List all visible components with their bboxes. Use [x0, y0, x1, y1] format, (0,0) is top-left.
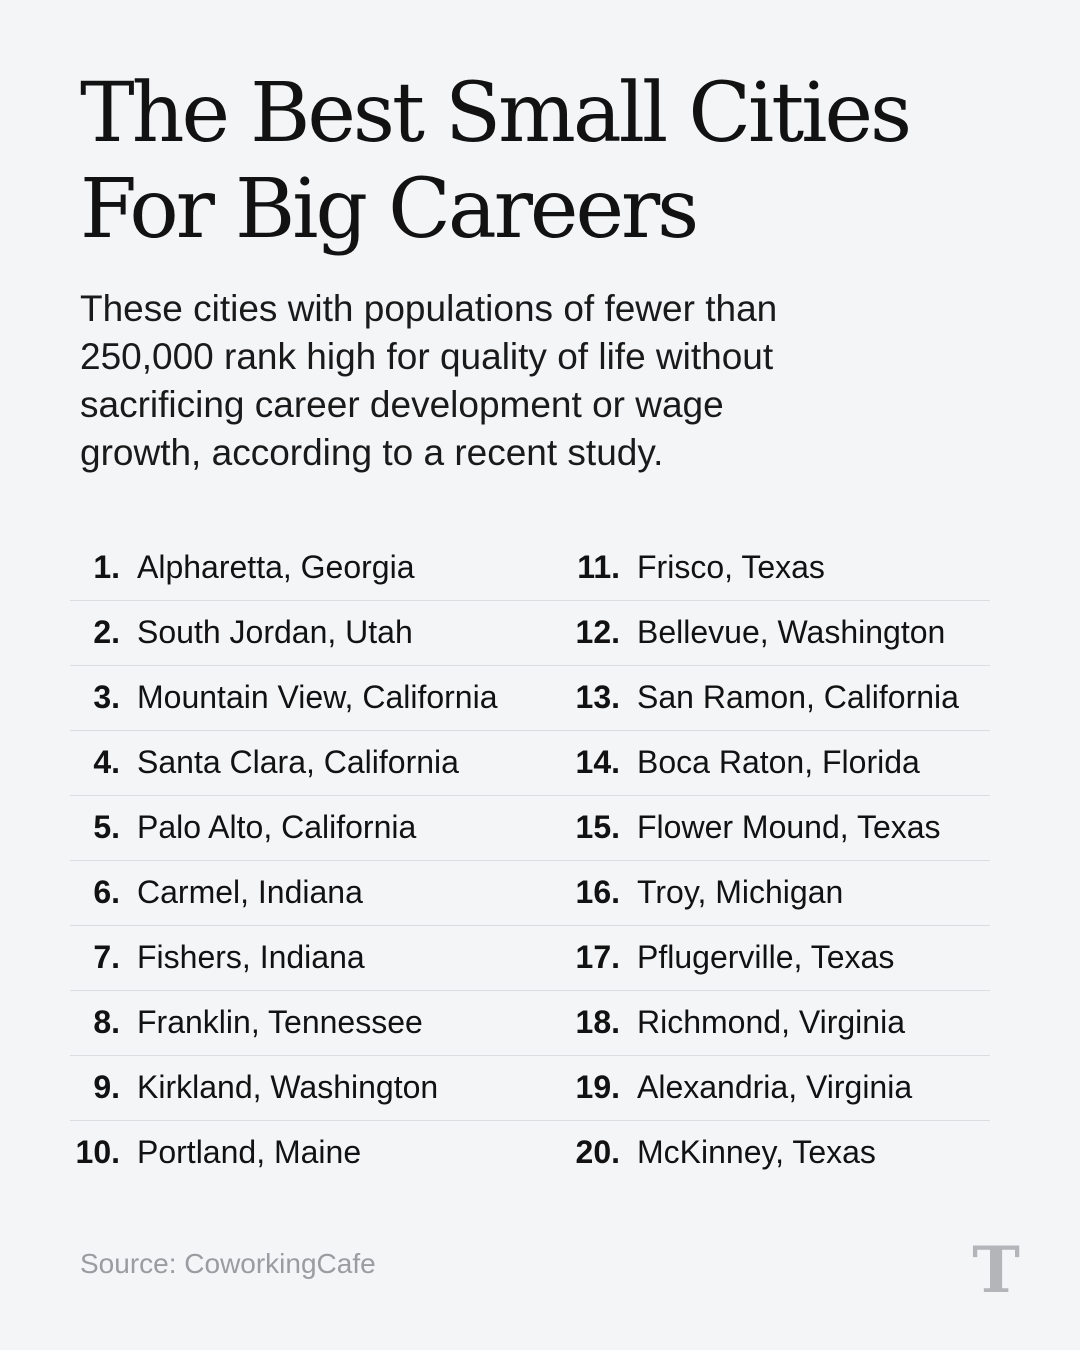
ranking-entry [70, 1121, 540, 1184]
ranking-row [70, 1121, 990, 1185]
title-line: The Best Small Cities [80, 66, 910, 161]
ranking-entry [570, 926, 990, 989]
rank-number: 13. [575, 679, 620, 715]
svg-text:T: T [972, 1236, 1020, 1300]
ranking-row [70, 926, 990, 991]
ranking-entry [70, 796, 540, 859]
ranking-entry [70, 666, 540, 729]
ranking-entry [570, 666, 990, 729]
rank-number: 8. [93, 1004, 120, 1040]
city-name: Santa Clara, California [137, 744, 459, 780]
city-name: Flower Mound, Texas [637, 809, 941, 845]
subtitle-line: These cities with populations of fewer than [80, 288, 778, 329]
rank-number: 12. [575, 614, 620, 650]
city-name: Mountain View, California [137, 679, 498, 715]
ranking-entry [570, 601, 990, 664]
city-name: Portland, Maine [137, 1134, 362, 1170]
ranking-entry [570, 536, 990, 599]
city-name: Carmel, Indiana [137, 874, 363, 910]
rank-number: 19. [575, 1069, 620, 1105]
city-name: Boca Raton, Florida [637, 744, 920, 780]
source-credit: Source: CoworkingCafe [80, 1248, 376, 1279]
ranking-row [70, 601, 990, 666]
ranking-entry [70, 601, 540, 664]
city-name: Alpharetta, Georgia [137, 549, 415, 585]
rank-number: 15. [575, 809, 620, 845]
rank-number: 1. [93, 549, 120, 585]
rank-number: 17. [575, 939, 620, 975]
city-name: San Ramon, California [637, 679, 959, 715]
nyt-t-logo-icon [968, 1236, 1024, 1300]
ranking-row [70, 536, 990, 601]
rank-number: 11. [577, 549, 620, 585]
ranking-entry [570, 731, 990, 794]
ranking-entry [70, 861, 540, 924]
subtitle-line: sacrificing career development or wage [80, 384, 724, 425]
ranking-entry [70, 1056, 540, 1119]
subtitle-line: 250,000 rank high for quality of life without [80, 336, 774, 377]
rank-number: 14. [575, 744, 620, 780]
ranking-row [70, 796, 990, 861]
ranking-entry [70, 536, 540, 599]
rank-number: 18. [575, 1004, 620, 1040]
ranking-entry [570, 1056, 990, 1119]
ranking-entry [570, 1121, 990, 1184]
ranking-row [70, 991, 990, 1056]
ranking-row [70, 731, 990, 796]
city-name: Palo Alto, California [137, 809, 417, 845]
city-name: McKinney, Texas [637, 1134, 876, 1170]
city-name: Richmond, Virginia [637, 1004, 905, 1040]
ranking-entry [70, 731, 540, 794]
rank-number: 7. [93, 939, 120, 975]
ranking-row [70, 666, 990, 731]
rank-number: 10. [75, 1134, 120, 1170]
page-title [80, 66, 1020, 258]
city-name: Frisco, Texas [637, 549, 825, 585]
rank-number: 9. [93, 1069, 120, 1105]
ranking-entry [70, 926, 540, 989]
rank-number: 2. [93, 614, 120, 650]
city-name: Kirkland, Washington [137, 1069, 439, 1105]
rank-number: 6. [93, 874, 120, 910]
city-name: South Jordan, Utah [137, 614, 413, 650]
rank-number: 3. [93, 679, 120, 715]
rankings-list [70, 536, 990, 1185]
ranking-row [70, 861, 990, 926]
ranking-entry [570, 991, 990, 1054]
rank-number: 20. [575, 1134, 620, 1170]
rank-number: 5. [93, 809, 120, 845]
city-name: Bellevue, Washington [637, 614, 946, 650]
ranking-entry [70, 991, 540, 1054]
title-line: For Big Careers [80, 162, 697, 257]
ranking-entry [570, 861, 990, 924]
ranking-row [70, 1056, 990, 1121]
city-name: Alexandria, Virginia [637, 1069, 913, 1105]
ranking-entry [570, 796, 990, 859]
city-name: Franklin, Tennessee [137, 1004, 423, 1040]
rank-number: 16. [575, 874, 620, 910]
subtitle [80, 285, 880, 477]
city-name: Troy, Michigan [637, 874, 844, 910]
city-name: Fishers, Indiana [137, 939, 365, 975]
subtitle-line: growth, according to a recent study. [80, 432, 664, 473]
rank-number: 4. [93, 744, 120, 780]
city-name: Pflugerville, Texas [637, 939, 895, 975]
